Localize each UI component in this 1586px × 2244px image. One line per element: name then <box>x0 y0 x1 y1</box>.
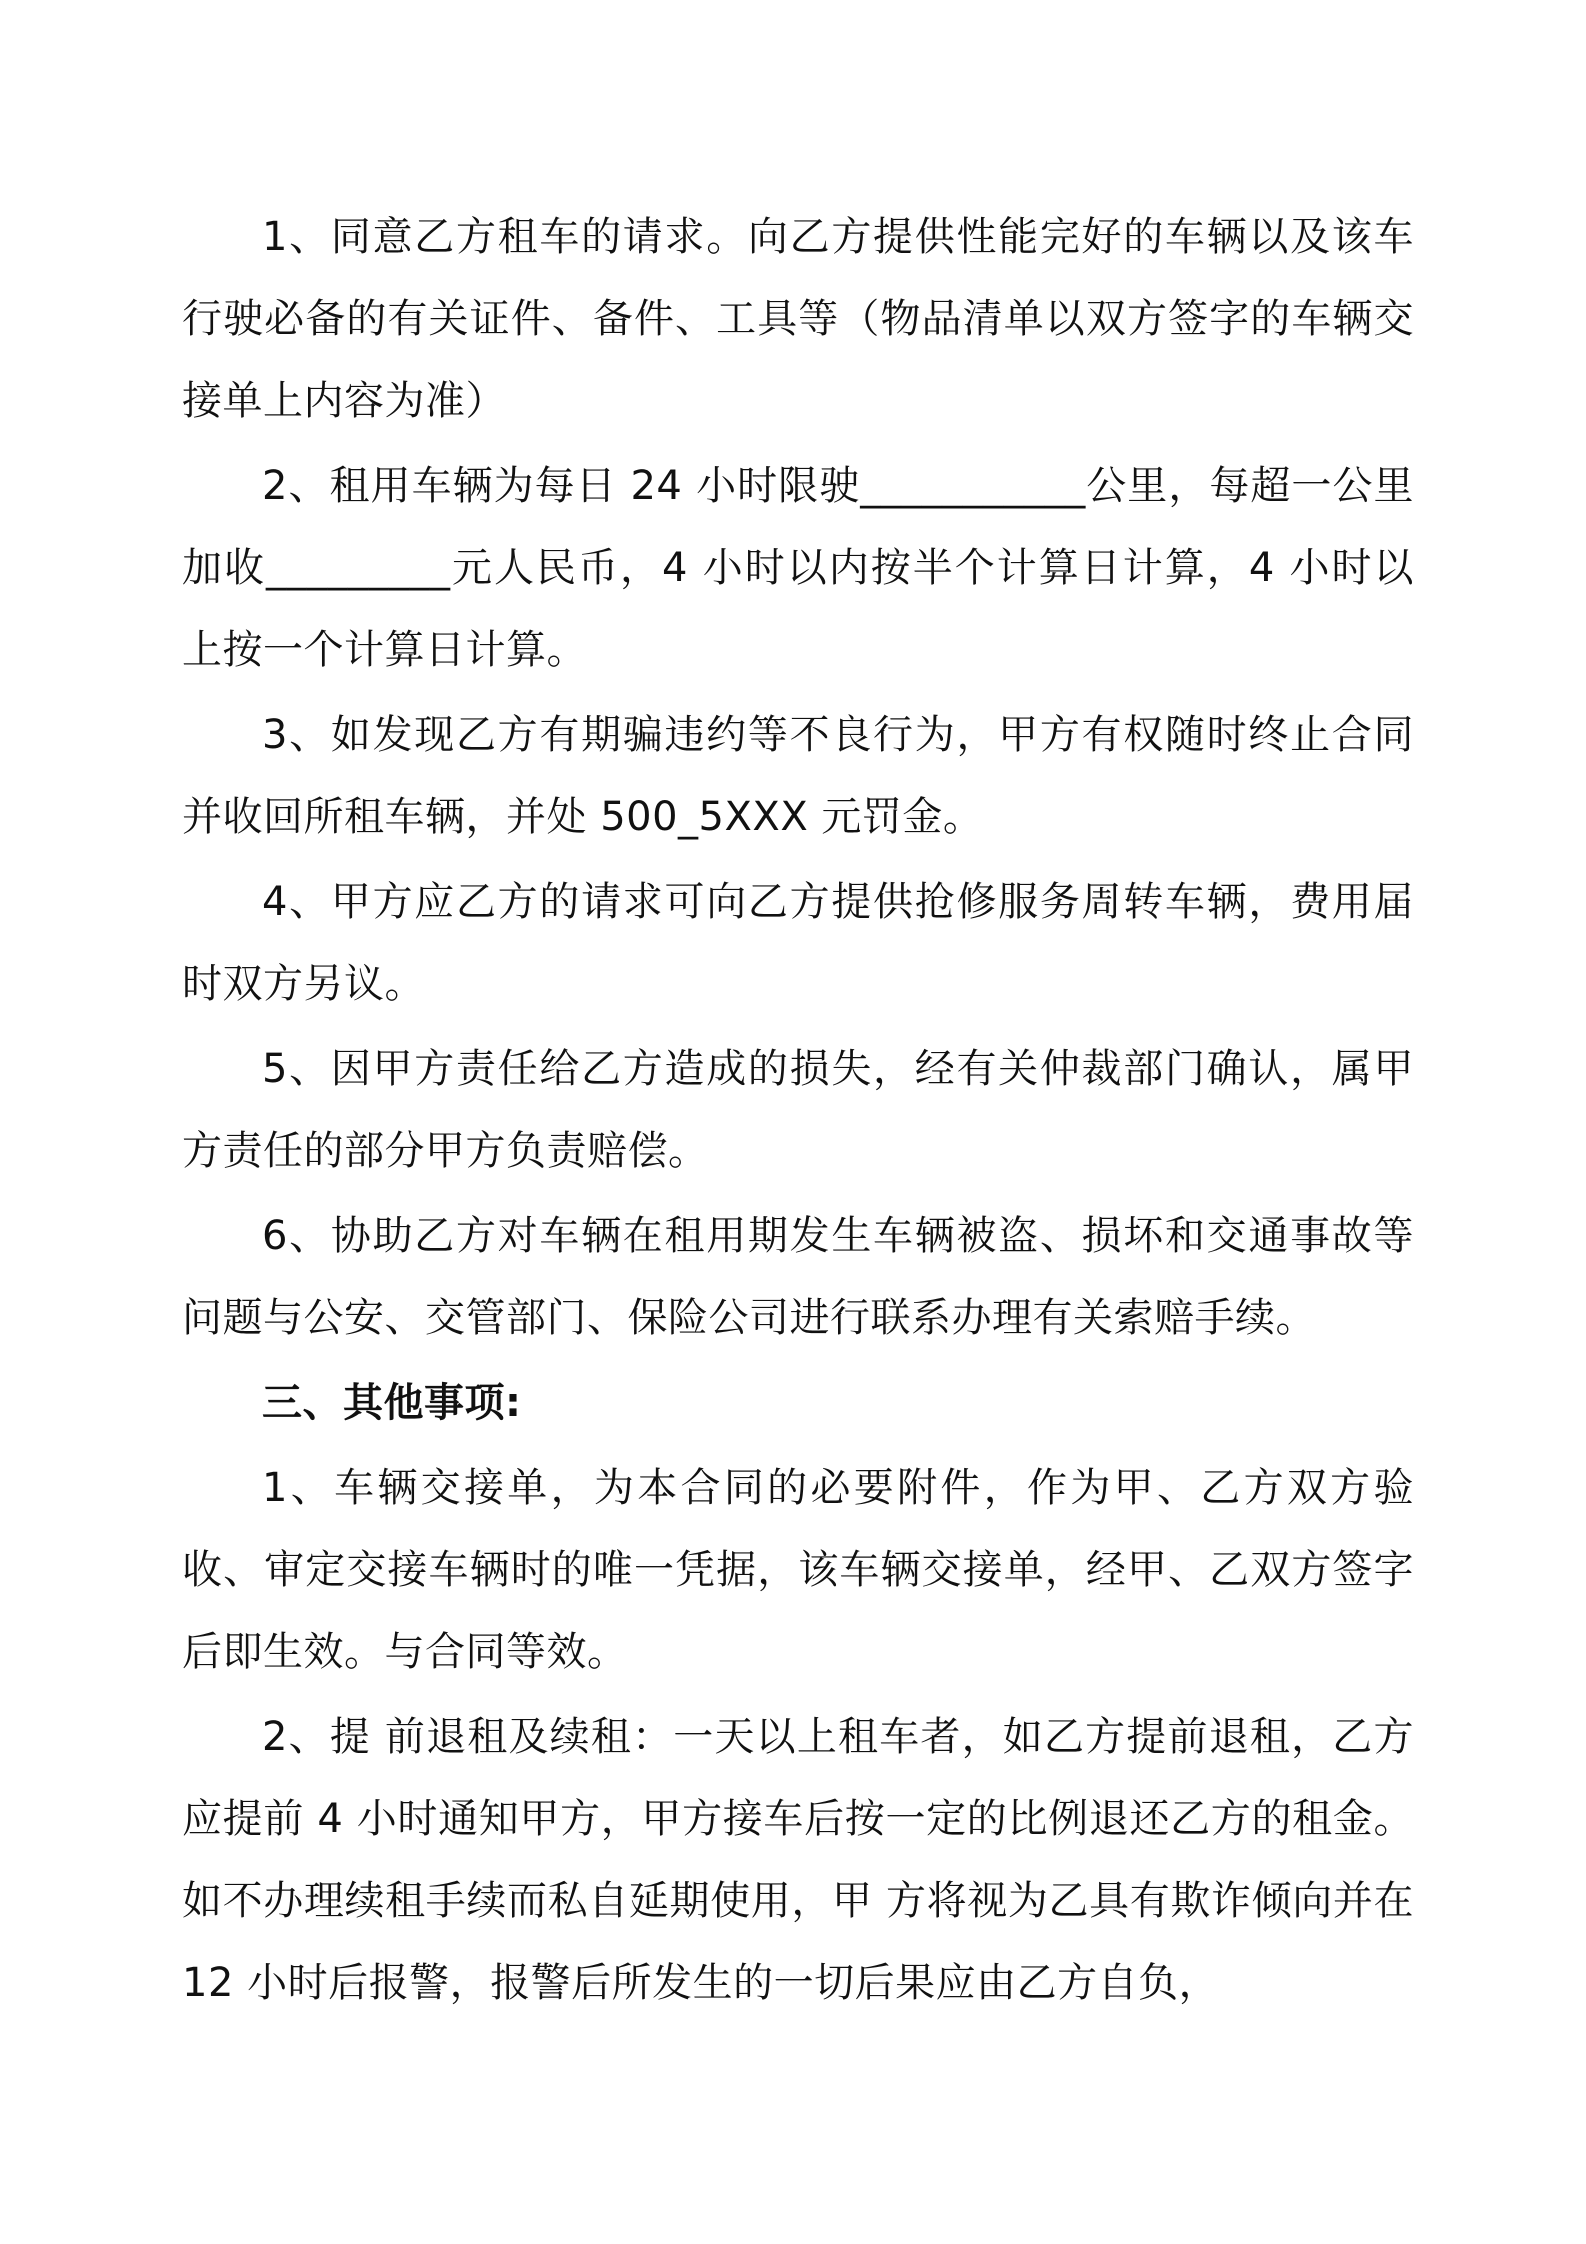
clause-6-claims-assistance: 6、协助乙方对车辆在租用期发生车辆被盗、损坏和交通事故等问题与公安、交管部门、保险公司进行联系办理有关索赔手续。 <box>182 1213 1414 1341</box>
clause-2-mileage-limit: 2、租用车辆为每日 24 小时限驶___________公里，每超一公里加收_________元人民币，4 小时以内按半个计算日计算，4 小时以上按一个计算日计算。 <box>182 463 1414 673</box>
clause-1-provide-vehicle: 1、同意乙方租车的请求。向乙方提供性能完好的车辆以及该车行驶必备的有关证件、备件、工具等（物品清单以双方签字的车辆交接单上内容为准） <box>182 214 1414 424</box>
document-body <box>182 196 1428 2024</box>
other-clause-2-early-return-renewal: 2、提 前退租及续租：一天以上租车者，如乙方提前退租，乙方应提前 4 小时通知甲方，甲方接车后按一定的比例退还乙方的租金。如不办理续租手续而私自延期使用，甲 方将视为乙具有欺诈倾向并在 12 小时后报警，报警后所发生的一切后果应由乙方自负， <box>182 1714 1428 2006</box>
clause-5-compensation: 5、因甲方责任给乙方造成的损失，经有关仲裁部门确认，属甲方责任的部分甲方负责赔偿。 <box>182 1046 1414 1174</box>
section-heading-other-matters: 三、其他事项: <box>262 1380 522 1426</box>
clause-4-replacement-vehicle: 4、甲方应乙方的请求可向乙方提供抢修服务周转车辆，费用届时双方另议。 <box>182 879 1414 1007</box>
other-clause-1-handover-form: 1、车辆交接单，为本合同的必要附件，作为甲、乙方双方验收、审定交接车辆时的唯一凭据，该车辆交接单，经甲、乙双方签字后即生效。与合同等效。 <box>182 1465 1414 1675</box>
clause-3-termination: 3、如发现乙方有期骗违约等不良行为，甲方有权随时终止合同并收回所租车辆，并处 500_5XXX 元罚金。 <box>182 712 1414 840</box>
